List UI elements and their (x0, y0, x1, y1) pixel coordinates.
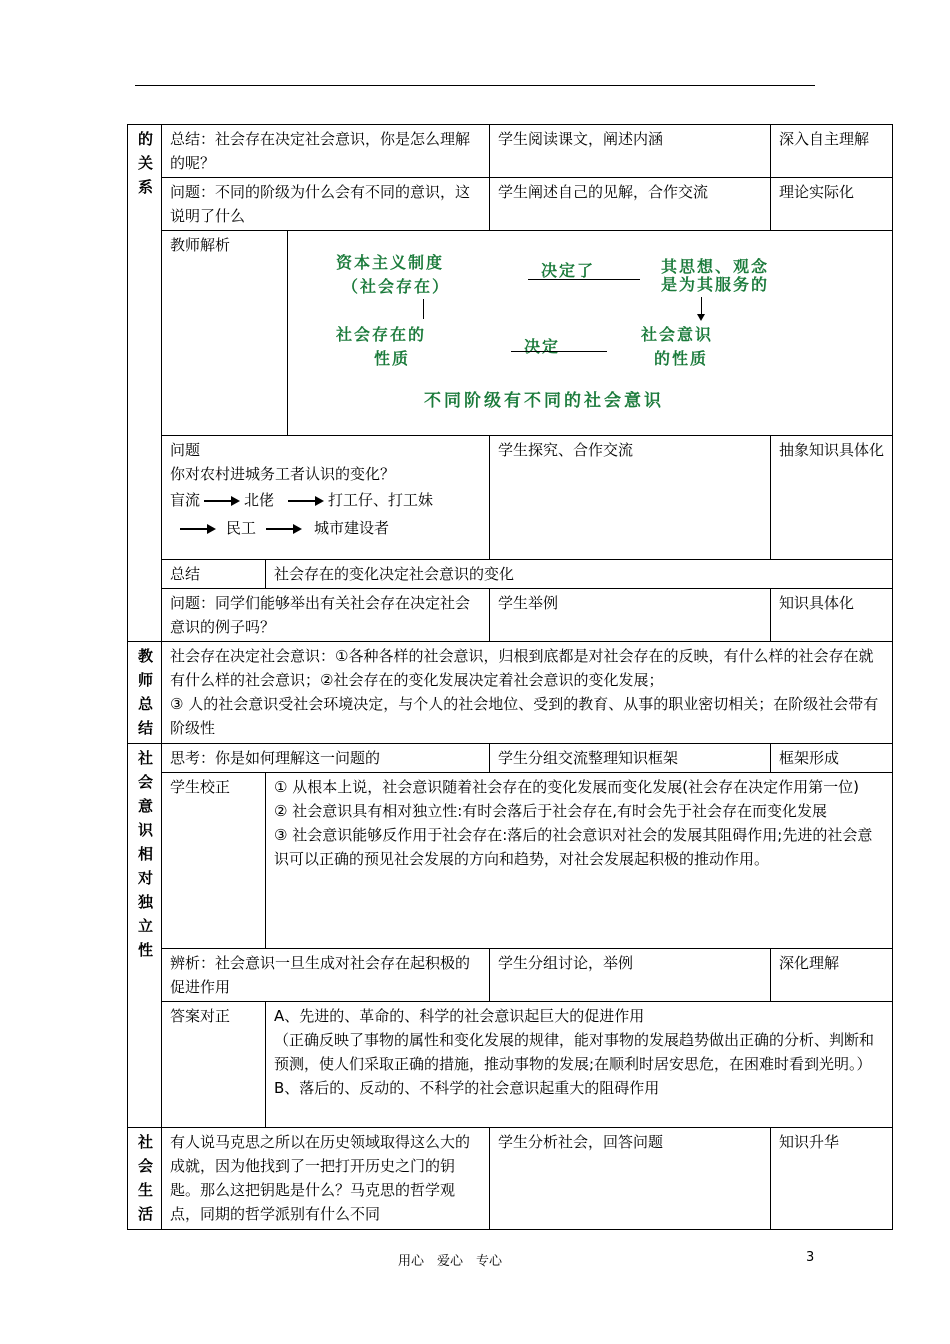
lesson-table (127, 124, 893, 1230)
summary-cell: 社会存在的变化决定社会意识的变化 (266, 560, 893, 589)
flow-step: 城市建设者 (314, 519, 390, 537)
student-activity-cell: 学生分析社会，回答问题 (490, 1128, 771, 1230)
content-cell: 有人说马克思之所以在历史领域取得这么大的成就，因为他找到了一把打开历史之门的钥匙。那么这把钥匙是什么？马克思的哲学观点，同期的哲学派别有什么不同 (162, 1128, 490, 1230)
diagram-text: 资本主义制度 (336, 253, 445, 272)
correction-cell (266, 773, 893, 949)
arrow-right-icon (288, 496, 324, 506)
student-activity-cell: 学生阐述自己的见解，合作交流 (490, 178, 771, 231)
table-row (128, 1128, 893, 1230)
arrow-line (423, 299, 424, 319)
table-row (128, 744, 893, 773)
connector-line (528, 279, 640, 280)
section-label: 的关系 (128, 125, 162, 642)
table-row (128, 1002, 893, 1128)
diagram-cell (288, 231, 893, 436)
purpose-cell: 理论实际化 (771, 178, 893, 231)
perception-flow (170, 514, 483, 542)
table-row (128, 178, 893, 231)
correction-point: ③ 社会意识能够反作用于社会存在:落后的社会意识对社会的发展其阻碍作用;先进的社会意识可以正确的预见社会发展的方向和趋势，对社会发展起积极的推动作用。 (274, 826, 873, 868)
diagram-text: 决定 (524, 337, 561, 356)
diagram-conclusion: 不同阶级有不同的社会意识 (424, 391, 664, 411)
row-label: 学生校正 (162, 773, 266, 949)
diagram-text: 是为其服务的 (661, 275, 770, 294)
flow-step: 北佬 (244, 491, 275, 509)
content-cell: 总结：社会存在决定社会意识，你是怎么理解的呢？ (162, 125, 490, 178)
arrow-right-icon (204, 496, 240, 506)
diagram-text: 其思想、观念 (661, 257, 770, 276)
arrow-right-icon (180, 524, 216, 534)
section-label: 社会意识相对独立性 (128, 744, 162, 1128)
purpose-cell: 框架形成 (771, 744, 893, 773)
table-row (128, 642, 893, 744)
student-activity-cell: 学生分组讨论，举例 (490, 949, 771, 1002)
table-row (128, 589, 893, 642)
answer-cell (266, 1002, 893, 1128)
purpose-cell: 深化理解 (771, 949, 893, 1002)
student-activity-cell: 学生分组交流整理知识框架 (490, 744, 771, 773)
summary-cell (162, 642, 893, 744)
footer-motto: 用心 爱心 专心 (398, 1254, 503, 1269)
section-label: 教师总结 (128, 642, 162, 744)
purpose-cell: 知识具体化 (771, 589, 893, 642)
row-label: 总结 (162, 560, 266, 589)
flow-step: 打工仔、打工妹 (328, 491, 434, 509)
diagram-text: 决定了 (541, 261, 596, 280)
content-cell: 思考：你是如何理解这一问题的 (162, 744, 490, 773)
table-row (128, 436, 893, 560)
content-cell: 问题：同学们能够举出有关社会存在决定社会意识的例子吗？ (162, 589, 490, 642)
content-cell: 辨析：社会意识一旦生成对社会存在起积极的促进作用 (162, 949, 490, 1002)
content-cell (162, 436, 490, 560)
student-activity-cell: 学生举例 (490, 589, 771, 642)
header-rule (135, 85, 815, 86)
student-activity-cell: 学生阅读课文，阐述内涵 (490, 125, 771, 178)
flow-step: 民工 (226, 519, 257, 537)
student-activity-cell: 学生探究、合作交流 (490, 436, 771, 560)
arrow-head-icon (697, 314, 705, 321)
social-existence-diagram (296, 233, 886, 433)
correction-point: ① 从根本上说，社会意识随着社会存在的变化发展而变化发展(社会存在决定作用第一位) (274, 778, 859, 796)
answer-point: （正确反映了事物的属性和变化发展的规律，能对事物的发展趋势做出正确的分析、判断和预测，使人们采取正确的措施，推动事物的发展;在顺利时居安思危，在困难时看到光明。） (274, 1031, 875, 1073)
connector-line (511, 351, 607, 352)
diagram-text: 社会存在的 (336, 325, 427, 344)
answer-point: A、先进的、革命的、科学的社会意识起巨大的促进作用 (274, 1007, 645, 1025)
table-row (128, 560, 893, 589)
question-text: 你对农村进城务工者认识的变化？ (170, 465, 396, 483)
row-label: 答案对正 (162, 1002, 266, 1128)
section-label: 社会生活 (128, 1128, 162, 1230)
page-number: 3 (806, 1250, 815, 1265)
answer-point: B、落后的、反动的、不科学的社会意识起重大的阻碍作用 (274, 1079, 660, 1097)
table-row (128, 231, 893, 436)
diagram-text: 的性质 (654, 349, 709, 368)
arrow-right-icon (266, 524, 302, 534)
purpose-cell: 深入自主理解 (771, 125, 893, 178)
diagram-text: 性质 (374, 349, 411, 368)
correction-point: ② 社会意识具有相对独立性:有时会落后于社会存在,有时会先于社会存在而变化发展 (274, 802, 828, 820)
purpose-cell: 知识升华 (771, 1128, 893, 1230)
diagram-text: （社会存在） (342, 277, 451, 296)
arrow-line (701, 297, 702, 315)
content-cell: 问题：不同的阶级为什么会有不同的意识，这说明了什么 (162, 178, 490, 231)
row-label: 教师解析 (162, 231, 288, 436)
table-row (128, 773, 893, 949)
purpose-cell: 抽象知识具体化 (771, 436, 893, 560)
question-label: 问题 (170, 441, 201, 459)
perception-flow (170, 486, 483, 514)
table-row (128, 949, 893, 1002)
flow-step: 盲流 (170, 491, 201, 509)
diagram-text: 社会意识 (641, 325, 714, 344)
table-row (128, 125, 893, 178)
summary-paragraph: ③ 人的社会意识受社会环境决定，与个人的社会地位、受到的教育、从事的职业密切相关；在阶级社会带有阶级性 (170, 695, 879, 737)
summary-paragraph: 社会存在决定社会意识：①各种各样的社会意识，归根到底都是对社会存在的反映，有什么样的社会存在就有什么样的社会意识；②社会存在的变化发展决定着社会意识的变化发展； (170, 647, 874, 689)
